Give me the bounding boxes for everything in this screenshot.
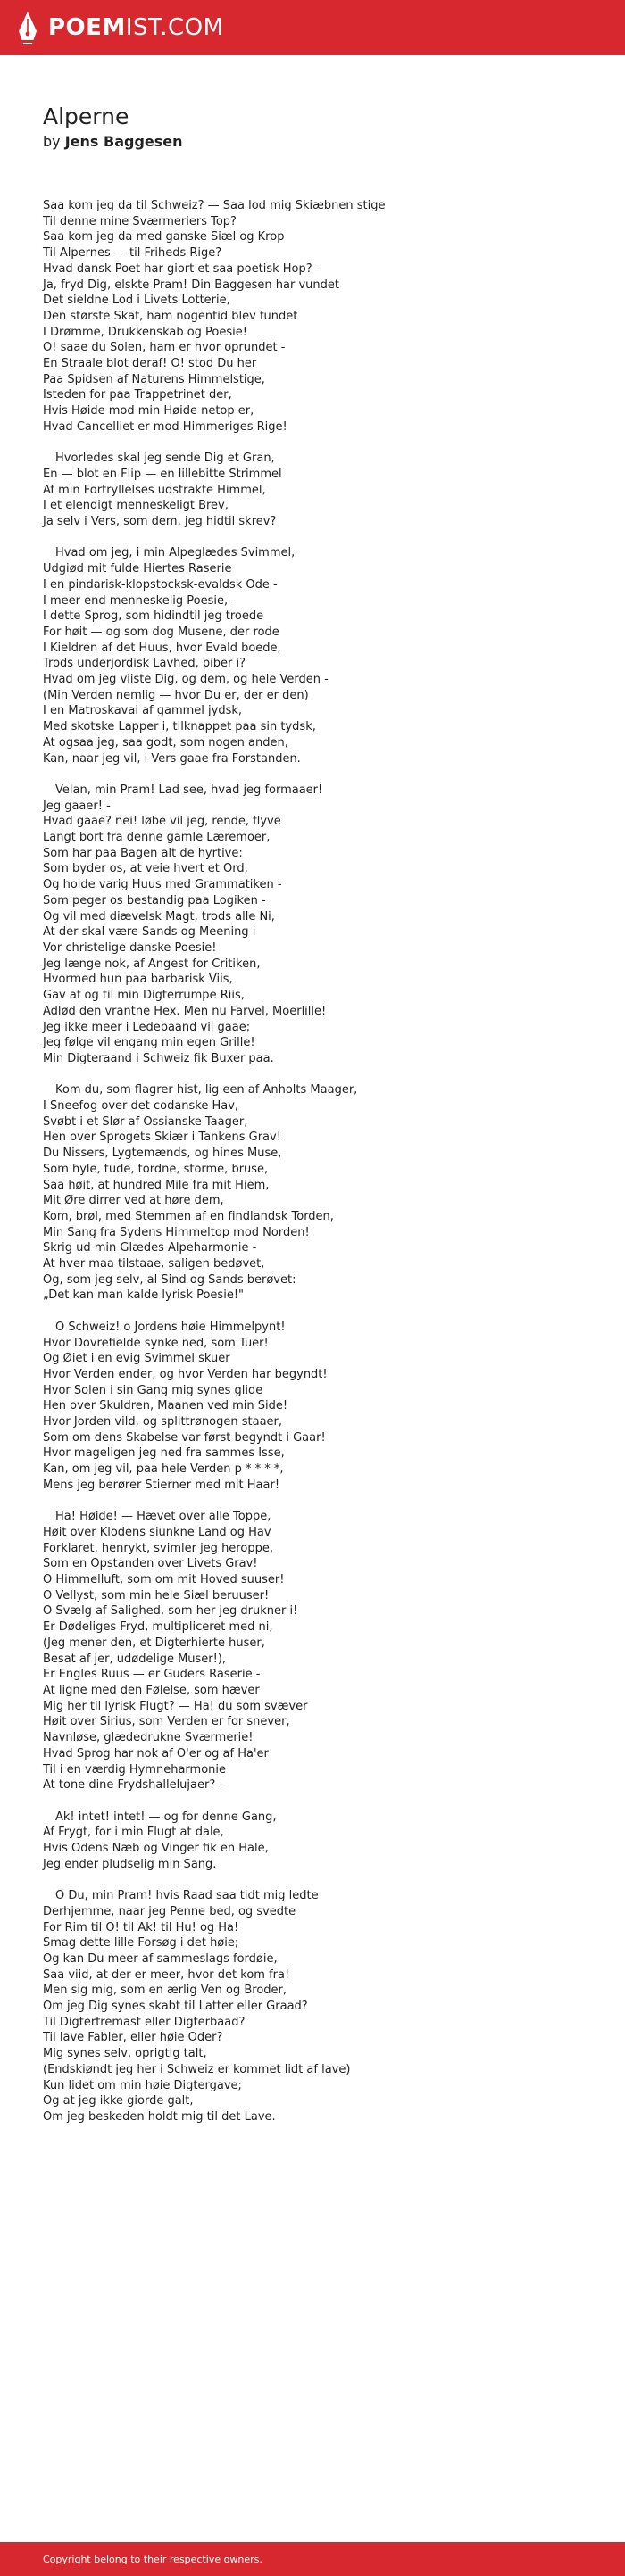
- poem-line: Hvis Odens Næb og Vinger fik en Hale,: [43, 1842, 269, 1856]
- poem-line: Kan, naar jeg vil, i Vers gaae fra Forstanden.: [43, 751, 301, 766]
- poem-line: Hen over Sprogets Skiær i Tankens Grav!: [43, 1131, 281, 1145]
- site-footer: [0, 2542, 625, 2576]
- poem-line: Saa kom jeg da til Schweiz? — Saa lod mig Skiæbnen stige: [43, 199, 386, 212]
- poem-line: Af min Fortryllelses udstrakte Himmel,: [43, 483, 266, 497]
- poem-line: Og, som jeg selv, al Sind og Sands berøvet:: [43, 1272, 296, 1287]
- poem-line: I Kieldren af det Huus, hvor Evald boede,: [43, 641, 281, 655]
- poem-stanza: [43, 198, 588, 435]
- poem-line: Hvor mageligen jeg ned fra sammes Isse,: [43, 1446, 285, 1461]
- poem-line: Paa Spidsen af Naturens Himmelstige,: [43, 372, 265, 386]
- poem-line: Mens jeg berører Stierner med mit Haar!: [43, 1478, 280, 1492]
- poem-line: Til Alpernes — til Friheds Rige?: [43, 246, 222, 261]
- poem-line: Adlød den vrantne Hex. Men nu Farvel, Moerlille!: [43, 1004, 327, 1018]
- site-logo[interactable]: [16, 10, 224, 46]
- poem-stanza: [43, 451, 588, 530]
- poem-stanza: [43, 783, 588, 1067]
- poem-line: Til denne mine Sværmeriers Top?: [43, 214, 237, 228]
- poem-stanza: [43, 1509, 588, 1793]
- poem-line: Men sig mig, som en ærlig Ven og Broder,: [43, 1984, 288, 1998]
- poem-line: Hvad Cancelliet er mod Himmeriges Rige!: [43, 419, 288, 434]
- poem-stanza: [43, 1082, 588, 1304]
- poem-line: At hver maa tilstaae, saligen bedøvet,: [43, 1257, 265, 1271]
- poem-line: Jeg følge vil engang min egen Grille!: [43, 1036, 255, 1050]
- poem-line: Hvad Sprog har nok af O'er og af Ha'er: [43, 1746, 269, 1760]
- poem-title: Alperne: [43, 104, 129, 129]
- poem-line: (Endskiøndt jeg her i Schweiz er kommet lidt af lave): [43, 2062, 351, 2076]
- poem-line: Saa viid, at der er meer, hvor det kom fra!: [43, 1967, 290, 1982]
- poem-line: I et elendigt menneskeligt Brev,: [43, 499, 229, 513]
- poem-line: Vor christelige danske Poesie!: [43, 941, 217, 955]
- poem-line: Velan, min Pram! Lad see, hvad jeg formaaer!: [55, 783, 323, 797]
- site-header: [0, 0, 625, 55]
- poem-line: Mig synes selv, oprigtig talt,: [43, 2047, 207, 2061]
- poem-line: Den største Skat, ham nogentid blev fundet: [43, 309, 298, 323]
- poem-line: Derhjemme, naar jeg Penne bed, og svedte: [43, 1904, 296, 1918]
- poem-stanza: [43, 1320, 588, 1494]
- poem-line: Hvad om jeg viiste Dig, og dem, og hele Verden -: [43, 673, 329, 687]
- poem-line: Og kan Du meer af sammeslags fordøie,: [43, 1951, 278, 1966]
- poem-line: Ak! intet! intet! — og for denne Gang,: [55, 1810, 277, 1824]
- poem-line: Med skotske Lapper i, tilknappet paa sin tydsk,: [43, 720, 316, 734]
- poem-line: Jeg gaaer! -: [43, 799, 111, 813]
- poem-line: Jeg ikke meer i Ledebaand vil gaae;: [43, 1020, 251, 1034]
- poem-line: Svøbt i et Slør af Ossianske Taager,: [43, 1114, 248, 1129]
- poem-line: Hvor Dovrefielde synke ned, som Tuer!: [43, 1336, 269, 1350]
- poem-line: O Himmelluft, som om mit Hoved suuser!: [43, 1573, 285, 1587]
- poem-stanza: [43, 1888, 588, 2125]
- poem-line: Min Sang fra Sydens Himmeltop mod Norden!: [43, 1225, 310, 1239]
- poem-byline: [43, 132, 588, 152]
- poem-line: Hvad gaae? nei! løbe vil jeg, rende, flyve: [43, 815, 281, 829]
- poem-line: Trods underjordisk Lavhed, piber i?: [43, 657, 246, 671]
- poem-line: Udgiød mit fulde Hiertes Raserie: [43, 562, 232, 576]
- fountain-pen-nib-icon: [16, 10, 39, 46]
- poem-line: Kun lidet om min høie Digtergave;: [43, 2078, 242, 2092]
- poem-line: Smag dette lille Forsøg i det høie;: [43, 1936, 239, 1951]
- poem-line: I meer end menneskelig Poesie, -: [43, 593, 236, 608]
- poem-line: At der skal være Sands og Meening i: [43, 925, 256, 940]
- poem-line: At ogsaa jeg, saa godt, som nogen anden,: [43, 735, 288, 750]
- poem-line: I en Matroskavai af gammel jydsk,: [43, 704, 243, 718]
- poem-line: Og Øiet i en evig Svimmel skuer: [43, 1352, 230, 1366]
- poem-line: Mig her til lyrisk Flugt? — Ha! du som svæver: [43, 1699, 308, 1713]
- poem-line: Hvad dansk Poet har giort et saa poetisk Hop? -: [43, 261, 321, 276]
- poem-line: Skrig ud min Glædes Alpeharmonie -: [43, 1241, 257, 1255]
- poem-line: Som har paa Bagen alt de hyrtive:: [43, 846, 243, 860]
- poem-line: Og vil med diævelsk Magt, trods alle Ni,: [43, 909, 275, 924]
- by-label: by: [43, 133, 61, 150]
- poem-line: Kom, brøl, med Stemmen af en findlandsk Torden,: [43, 1209, 334, 1223]
- poem-line: Hvor Jorden vild, og splittrønogen staaer,: [43, 1415, 283, 1429]
- poem-line: Saa høit, at hundred Mile fra mit Hiem,: [43, 1178, 270, 1192]
- poem-line: Besat af jer, udødelige Muser!),: [43, 1652, 227, 1666]
- poem-line: I dette Sprog, som hidindtil jeg troede: [43, 609, 264, 624]
- poem-line: En Straale blot deraf! O! stod Du her: [43, 357, 257, 371]
- poem-line: Hvis Høide mod min Høide netop er,: [43, 404, 254, 418]
- poem-line: Du Nissers, Lygtemænds, og hines Muse,: [43, 1147, 282, 1161]
- poem-line: Gav af og til min Digterrumpe Riis,: [43, 989, 245, 1003]
- poem-line: Som en Opstanden over Livets Grav!: [43, 1557, 258, 1571]
- poem-line: Er Engles Ruus — er Guders Raserie -: [43, 1668, 261, 1682]
- logo-wordmark: POEMIST.COM: [48, 14, 224, 41]
- poem-line: Ja, fryd Dig, elskte Pram! Din Baggesen har vundet: [43, 277, 339, 292]
- poem-line: Som om dens Skabelse var først begyndt i Gaar!: [43, 1430, 326, 1445]
- poem-line: Hvorledes skal jeg sende Dig et Gran,: [55, 451, 275, 466]
- poem-line: Til i en værdig Hymneharmonie: [43, 1762, 226, 1777]
- poem-line: At ligne med den Følelse, som hæver: [43, 1684, 260, 1697]
- poem-line: Og at jeg ikke giorde galt,: [43, 2094, 194, 2108]
- poem-line: Jeg ender pludselig min Sang.: [43, 1857, 217, 1871]
- poem-stanza: [43, 1810, 588, 1873]
- poem-line: Navnløse, glædedrukne Sværmerie!: [43, 1731, 254, 1745]
- poem-line: Som hyle, tude, tordne, storme, bruse,: [43, 1162, 269, 1176]
- poem-line: Hvor Verden ender, og hvor Verden har begyndt!: [43, 1367, 328, 1381]
- poem-line: O Vellyst, som min hele Siæl beruuser!: [43, 1588, 270, 1603]
- poem-line: Langt bort fra denne gamle Læremoer,: [43, 831, 271, 845]
- poem-line: I Drømme, Drukkenskab og Poesie!: [43, 325, 247, 339]
- poem-line: En — blot en Flip — en lillebitte Strimmel: [43, 467, 282, 481]
- poem-line: Saa kom jeg da med ganske Siæl og Krop: [43, 230, 285, 244]
- poem-line: (Jeg mener den, et Digterhierte huser,: [43, 1636, 265, 1650]
- poem-container: [43, 104, 588, 2141]
- poem-line: Kom du, som flagrer hist, lig een af Anholts Maager,: [55, 1083, 358, 1097]
- poem-line: Isteden for paa Trappetrinet der,: [43, 388, 232, 402]
- poem-body: [43, 198, 588, 2125]
- author-link[interactable]: Jens Baggesen: [64, 133, 183, 150]
- poem-line: (Min Verden nemlig — hvor Du er, der er den): [43, 688, 309, 702]
- poem-line: Hvad om jeg, i min Alpeglædes Svimmel,: [55, 546, 296, 560]
- poem-line: O Schweiz! o Jordens høie Himmelpynt!: [55, 1320, 286, 1334]
- poem-line: O Svælg af Salighed, som her jeg drukner i!: [43, 1604, 298, 1619]
- poem-line: Forklaret, henrykt, svimler jeg heroppe,: [43, 1541, 273, 1555]
- poem-line: Og holde varig Huus med Grammatiken -: [43, 878, 282, 892]
- poem-line: Om jeg Dig synes skabt til Latter eller Graad?: [43, 2000, 308, 2014]
- poem-line: Kan, om jeg vil, paa hele Verden p * * * *,: [43, 1462, 284, 1477]
- poem-line: For høit — og som dog Musene, der rode: [43, 625, 279, 639]
- poem-line: Høit over Sirius, som Verden er for snever,: [43, 1715, 290, 1729]
- poem-line: Om jeg beskeden holdt mig til det Lave.: [43, 2109, 276, 2124]
- poem-line: Som peger os bestandig paa Logiken -: [43, 893, 266, 907]
- poem-line: At tone dine Frydshallelujaer? -: [43, 1778, 224, 1793]
- poem-line: Det sieldne Lod i Livets Lotterie,: [43, 294, 230, 308]
- poem-stanza: [43, 545, 588, 766]
- poem-line: Til Digtertremast eller Digterbaad?: [43, 2015, 246, 2029]
- poem-line: O! saae du Solen, ham er hvor oprundet -: [43, 341, 286, 355]
- poem-line: I en pindarisk-klopstocksk-evaldsk Ode -: [43, 577, 278, 592]
- poem-line: Hen over Skuldren, Maanen ved min Side!: [43, 1399, 288, 1413]
- poem-line: Er Dødeliges Fryd, multipliceret med ni,: [43, 1620, 273, 1635]
- poem-line: I Sneefog over det codanske Hav,: [43, 1099, 239, 1114]
- poem-line: Min Digteraand i Schweiz fik Buxer paa.: [43, 1051, 274, 1065]
- poem-line: O Du, min Pram! hvis Raad saa tidt mig ledte: [55, 1889, 319, 1903]
- poem-line: „Det kan man kalde lyrisk Poesie!": [43, 1288, 245, 1303]
- poem-line: Mit Øre dirrer ved at høre dem,: [43, 1194, 224, 1208]
- poem-line: For Rim til O! til Ak! til Hu! og Ha!: [43, 1920, 239, 1934]
- poem-line: Som byder os, at veie hvert et Ord,: [43, 862, 248, 876]
- poem-line: Hvormed hun paa barbarisk Viis,: [43, 973, 233, 987]
- poem-line: Ha! Høide! — Hævet over alle Toppe,: [55, 1510, 271, 1524]
- copyright-text: Copyright belong to their respective owners.: [43, 2553, 262, 2565]
- poem-line: Af Frygt, for i min Flugt at dale,: [43, 1826, 224, 1840]
- poem-line: Jeg længe nok, af Angest for Critiken,: [43, 957, 261, 971]
- poem-line: Ja selv i Vers, som dem, jeg hidtil skrev?: [43, 515, 277, 529]
- poem-line: Til lave Fabler, eller høie Oder?: [43, 2031, 223, 2045]
- poem-line: Høit over Klodens siunkne Land og Hav: [43, 1525, 271, 1539]
- poem-line: Hvor Solen i sin Gang mig synes glide: [43, 1383, 263, 1397]
